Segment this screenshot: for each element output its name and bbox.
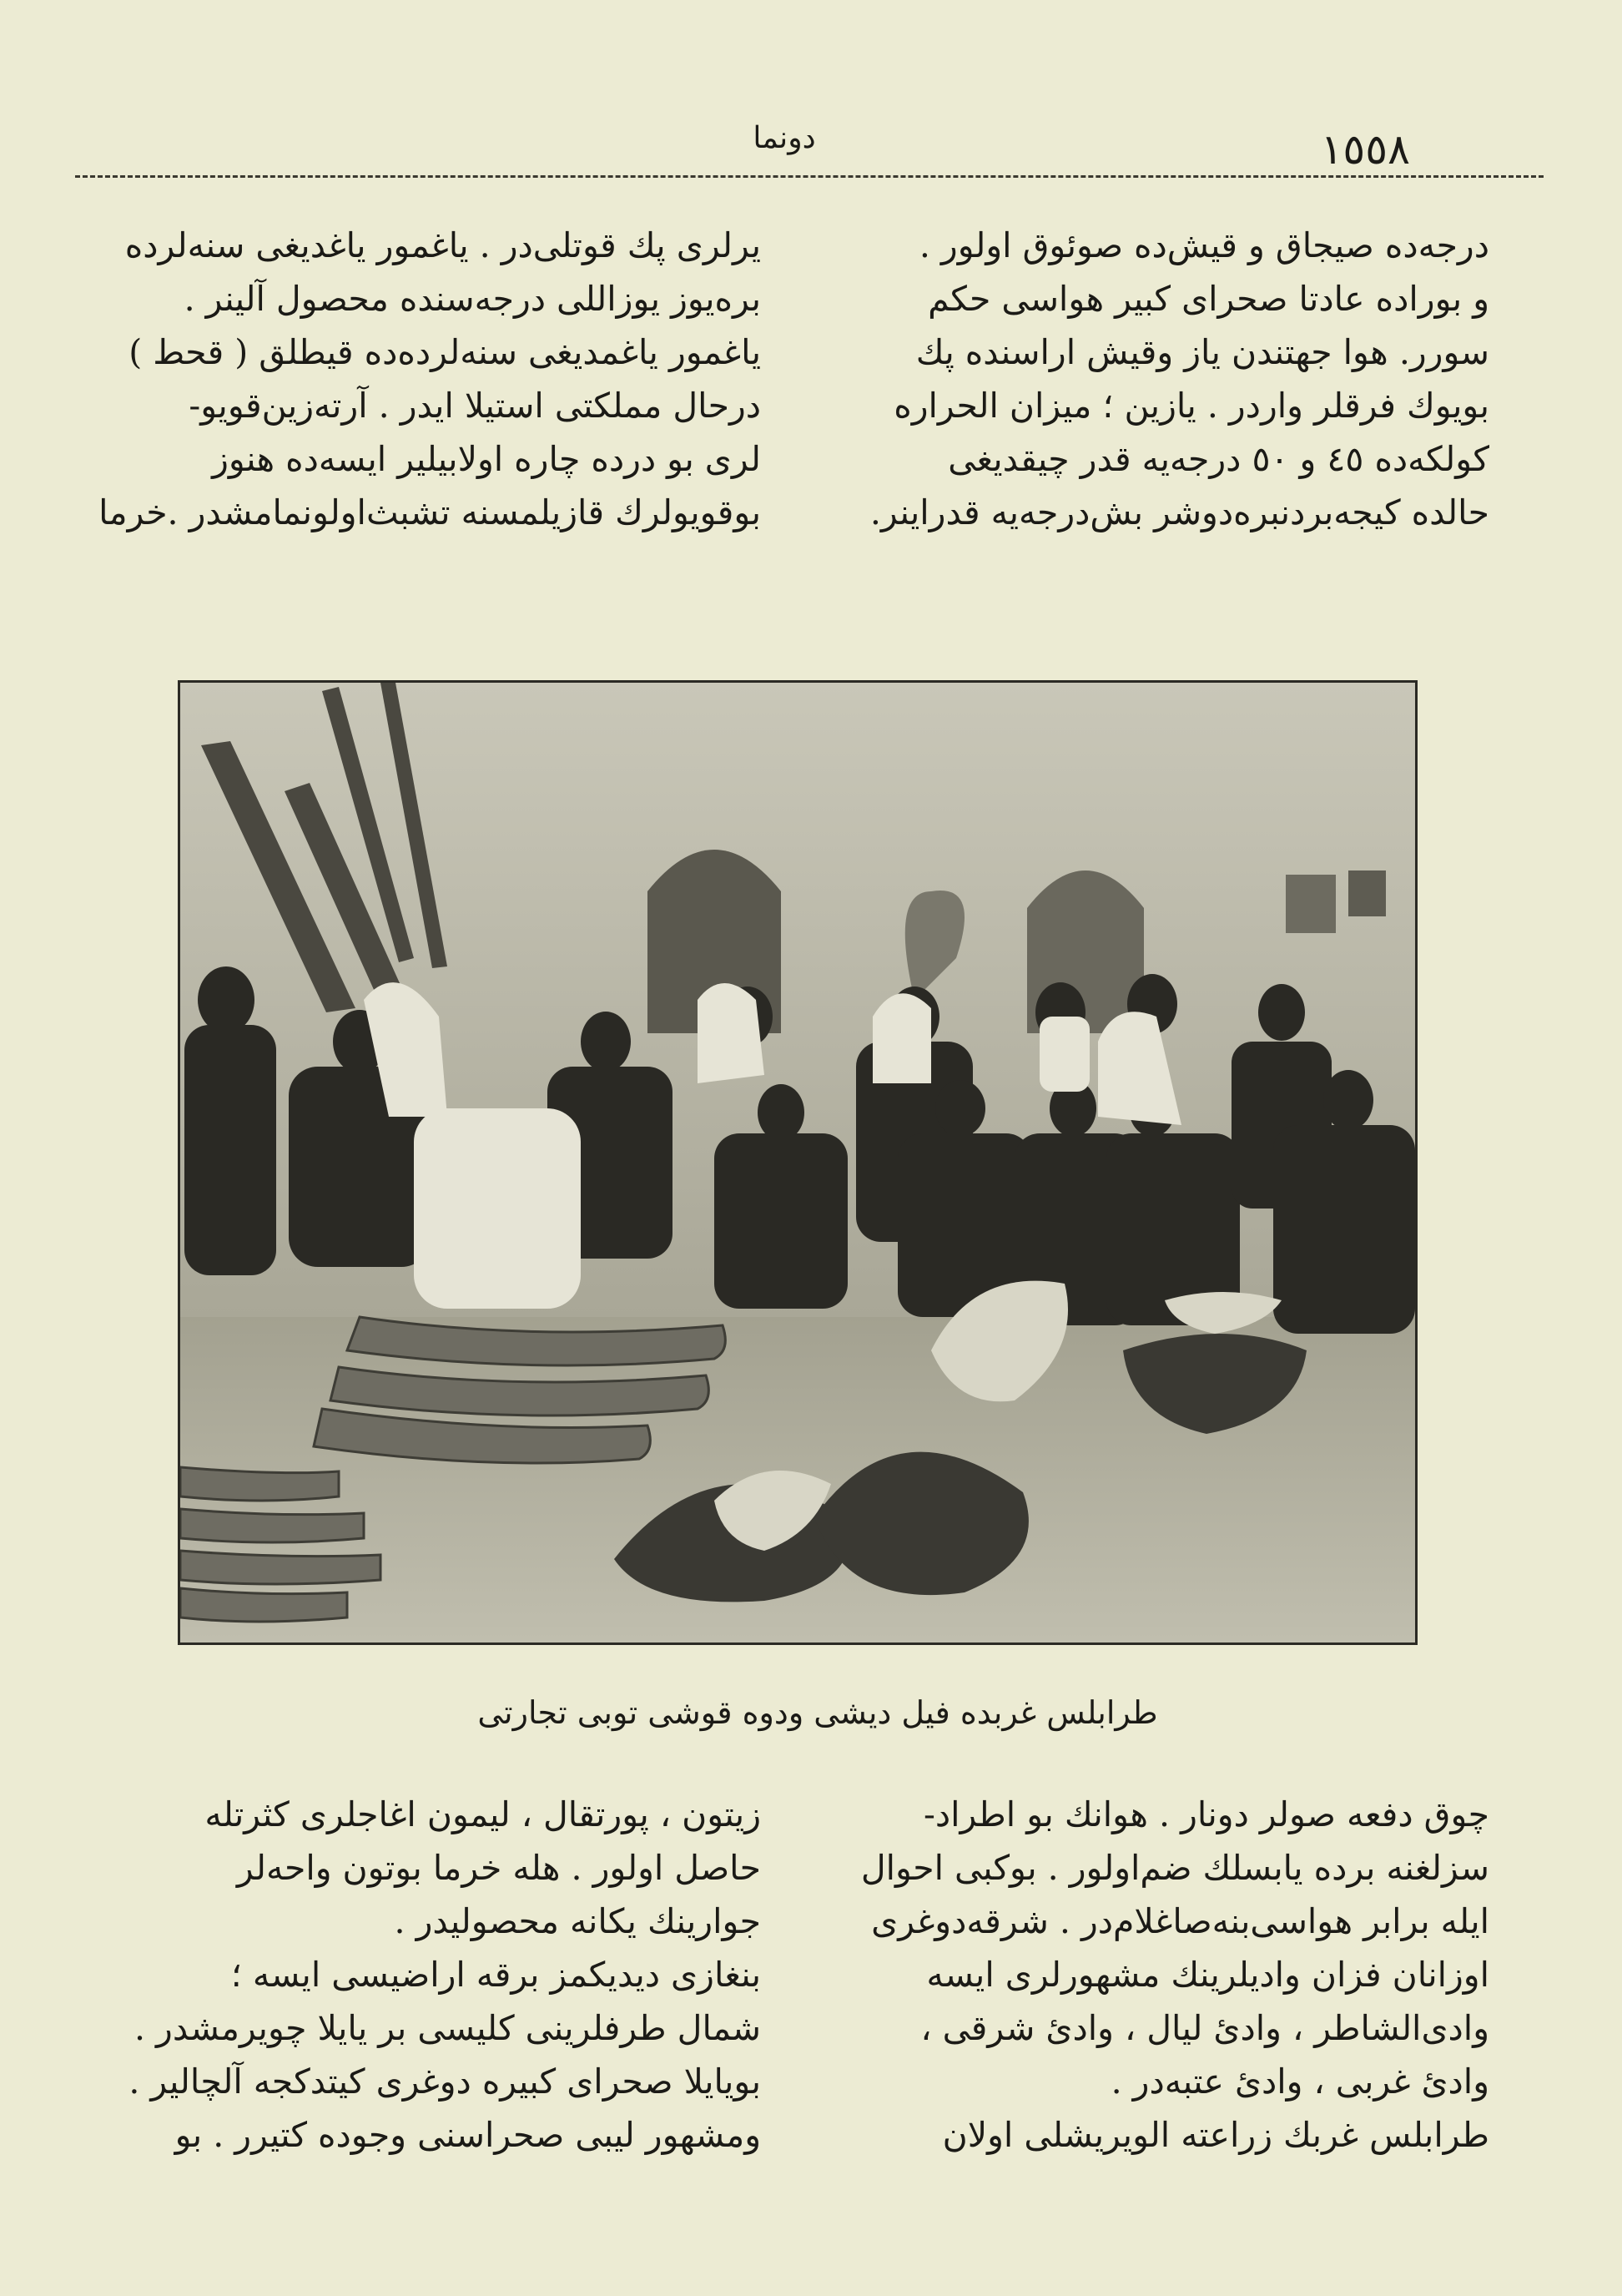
text-line: وادی‌الشاطر ، وادیٔ لیال ، وادیٔ شرقی ، — [920, 2008, 1489, 2048]
text-line: سزلغنه برده یابسلك ضم‌اولور . بوکبی احوال — [860, 1848, 1489, 1888]
text-line: زیتون ، پورتقال ، لیمون اغاجلری کثرتله — [204, 1794, 761, 1834]
text-line: حالده کیجه‌بردنبره‌دوشر بش‌درجه‌یه قدراینر. — [869, 492, 1489, 532]
photograph-illustration — [180, 683, 1415, 1643]
text-line: حاصل اولور . هله خرما بوتون واحه‌لر — [236, 1848, 761, 1888]
text-line: بویوك فرقلر واردر . یازین ؛ میزان الحراره — [894, 386, 1489, 426]
header-divider — [75, 175, 1544, 178]
text-line: لری بو دردە چاره اولابیلیر ایسه‌ده هنوز — [212, 439, 761, 479]
text-line: وادیٔ غربی ، وادیٔ عتبه‌در . — [1111, 2061, 1489, 2102]
text-line: سورر. هوا جهتندن یاز وقیش اراسنده پك — [915, 332, 1489, 372]
text-line: بوقویولرك قازیلمسنه تشبث‌اولونمامشدر .خرما — [98, 492, 761, 532]
text-line: اوزانان فزان وادیلرینك مشهورلری ایسه — [926, 1955, 1489, 1995]
text-line: جوارینك یکانه محصولیدر . — [394, 1901, 761, 1941]
text-line: درجه‌ده صیجاق و قیش‌ده صوئوق اولور . — [919, 225, 1489, 265]
text-line: کولکه‌ده ٤٥ و ٥٠ درجه‌یه قدر چیقدیغی — [948, 439, 1489, 479]
text-line: طرابلس غربك زراعته الویریشلی اولان — [942, 2115, 1489, 2155]
text-line: بنغازی دیدیکمز برقه اراضیسی ایسه ؛ — [230, 1955, 761, 1995]
figure-caption: طرابلس غربده فیل دیشی ودوه قوشی توبی تجارتی — [477, 1694, 1158, 1731]
text-line: شمال طرفلرینی کلیسی بر یایلا چویرمشدر . — [133, 2008, 761, 2048]
page-number: ١٥٥٨ — [1320, 125, 1410, 174]
text-line: درحال مملکتی استیلا ایدر . آرته‌زین‌قویو- — [189, 386, 761, 426]
text-line: ایله برابر هواسی‌بنه‌صاغلام‌در . شرقه‌دوغری — [871, 1901, 1489, 1941]
text-line: ومشهور لیبی صحراسنی وجوده کتیرر . بو — [174, 2115, 761, 2155]
top-left-column — [93, 219, 761, 539]
bottom-right-column — [826, 1788, 1489, 2162]
group-photograph — [178, 680, 1418, 1645]
text-line: یرلری پك قوتلی‌در . یاغمور یاغدیغی سنه‌لرده — [124, 225, 761, 265]
top-right-column — [826, 219, 1489, 539]
text-line: یاغمور یاغمدیغی سنه‌لرده‌ده قیطلق ( قحط ) — [128, 332, 761, 372]
text-line: بره‌یوز یوزاللی درجه‌سنده محصول آلینر . — [184, 279, 761, 319]
text-line: چوق دفعه صولر دونار . هوانك بو اطراد- — [924, 1794, 1489, 1834]
text-line: بویایلا صحرای کبیره دوغری کیتدکجه آلچالیر . — [128, 2061, 761, 2102]
text-line: و بوراده عادتا صحرای کبیر هواسی حکم — [928, 279, 1489, 319]
bottom-left-column — [93, 1788, 761, 2162]
running-title: دونما — [753, 121, 816, 155]
